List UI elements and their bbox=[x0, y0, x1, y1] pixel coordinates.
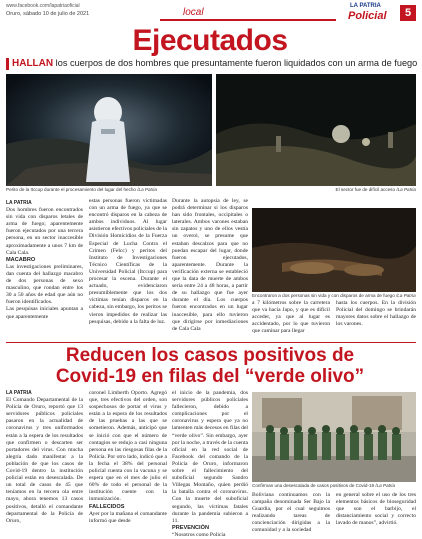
caption-photo1 bbox=[6, 187, 212, 192]
caption-photo2 bbox=[300, 187, 416, 192]
story2-col4-text: Boliviana continuamos con la campaña denominada Ser Bajo la Guardia, por el cual seguimos realizando tareas de concienciación dirigidas a la comunidad y a la sociedad bbox=[252, 492, 330, 534]
headline-covid bbox=[0, 345, 420, 387]
headline-ejecutados: Ejecutados bbox=[132, 24, 288, 57]
story1-column-3 bbox=[172, 198, 248, 340]
caption-photo2-source: /La Patria bbox=[396, 187, 416, 192]
caption-photo3 bbox=[252, 293, 416, 298]
photo-bodies-found bbox=[252, 208, 416, 292]
page-number: 5 bbox=[400, 5, 416, 21]
caption-photo1-text: Perito de la Itccup durante el procesamiento del lugar del hecho bbox=[6, 187, 136, 192]
story1-col4-text: a 7 kilómetros sobre la carretera que va hacia Japo, y que es difícil acceder, ya que al lugar es accidentado, por lo que tuvieron que caminar para llegar bbox=[252, 300, 330, 335]
story1-column-5 bbox=[336, 300, 416, 340]
photo-police-formation bbox=[252, 392, 416, 482]
caption-photo4-source: /La Patria bbox=[375, 483, 396, 488]
lead-text: los cuerpos de dos hombres que presuntamente fueron liquidados con un arma de fuego bbox=[55, 58, 418, 68]
headline-covid-line1: Reducen los casos positivos de bbox=[65, 345, 355, 366]
story2-column-1 bbox=[6, 390, 83, 532]
story1-column-2 bbox=[89, 198, 167, 340]
story2-col3-para1: el inicio de la pandemia, dos servidores públicos policiales fallecieron, debido a complicaciones por el coronavirus y espera que ya no lamenten más decesos en filas del “verde olivo”. Sin embargo, ayer por la noche, a través de la cuenta oficial en la red social de Facebook del comando de la Policía de Oruro, informaron sobre el fallecimiento del suboficial segundo Sandro Villegas Montaño, quien perdió la batalla contra el coronavirus. Con la muerte del suboficial segundo, las víctimas fatales durante la pandemia subieron a 11. bbox=[172, 390, 248, 524]
caption-photo3-source: /La Patria bbox=[396, 293, 416, 298]
issue-date: Oruro, sábado 10 de julio de 2021 bbox=[6, 11, 90, 17]
brand-section: Policial bbox=[348, 10, 387, 22]
section-rule bbox=[160, 19, 336, 21]
story2-byline: LA PATRIA bbox=[6, 390, 32, 396]
caption-photo2-text: El sector fue de difícil acceso bbox=[335, 187, 396, 192]
story1-column-4 bbox=[252, 300, 330, 340]
story1-col3-text: Durante la autopsia de ley, se podrá determinar si los disparos han sido frontales, occipitales o laterales. Ambos varones estaban sin zapatos y uno de ellos vestía un overol, se presume que estaban descalzos para que no puedan escapar del lugar, donde fueron ejecutados, aparentemente. Durante la verificación externa se estableció que la data de muerte de ambos sería entre 24 a 48 horas, a partir de su hallazgo que fue ayer durante el día. Los cuerpos fueron encontrados en un lugar inaccesible, para ello tuvieron que dirigirse por inmediaciones de Cala Cala bbox=[172, 198, 248, 332]
story2-subhead-fallecidos: FALLECIDOS bbox=[89, 503, 125, 510]
story2-col2-para2: Ayer por la mañana el comandante informó que desde bbox=[89, 510, 167, 524]
story1-para-2: Las investigaciones preliminares, dan cuenta del hallazgo macabro de dos personas de sexo masculino, que rondan entre los 30 a 50 años de edad que aún no fueron identificados. bbox=[6, 263, 83, 306]
story2-col5-text: en general sobre el uso de los tres elementos básicos de bioseguridad que son el barbijo, el distanciamiento social y correcto lavado de manos”, advirtió. bbox=[336, 492, 416, 527]
brand-name: LA PATRIA bbox=[350, 3, 381, 9]
story2-col3-para2: “Nosotros como Policía bbox=[172, 531, 226, 538]
story1-para-3: Las pesquisas iniciales apuntan a que aparentemente bbox=[6, 306, 83, 320]
lead-keyword: HALLAN bbox=[12, 58, 54, 69]
story2-column-5 bbox=[336, 492, 416, 532]
photo-difficult-access bbox=[216, 74, 416, 186]
story2-column-4 bbox=[252, 492, 330, 532]
story1-col2-text: estas personas fueron victimadas con un arma de fuego, ya que se encontró disparos en la cabeza de ambos individuos. Al lugar asistieron efectivos policiales de la División Homicidios de la Fuerza Especial de Lucha Contra el Crimen (Felcc) y peritos del Instituto de Investigaciones Técnico Científicas de la Universidad Policial (Itccup) para procesar la escena. Durante el actuado, evidenciaron presumiblemente que los dos víctimas tenían disparos en la cabeza, sin embargo, los peritos se vieron impedidos de realizar las pesquisas, debido a la falta de luz. bbox=[89, 198, 167, 325]
lead-accent-bar bbox=[6, 58, 9, 70]
page-header bbox=[0, 0, 420, 24]
story2-column-2 bbox=[89, 390, 167, 532]
story1-byline: LA PATRIA bbox=[6, 200, 32, 206]
facebook-url: www.facebook.com/lapatriaoficial bbox=[6, 3, 80, 9]
story2-column-3 bbox=[172, 390, 248, 538]
story2-col2-para1: coronel Limberth Oporto. Agregó que, tres efectivos del orden, son sospechosos de portar el virus y están a la espera de los resultados de las pruebas a las que se sometieron. Además, anticipó que se inició con que el número de contagios se redujo a casi ninguna persona en las riesgosas filas de la Policía. Por otro lado, indicó que a la fecha el 38% del personal policial cuenta con la vacuna y se espera que en el mes de julio el 60% de todo el personal de la institución cuente con la inmunización. bbox=[89, 390, 167, 503]
headline-covid-line2: Covid-19 en filas del “verde olivo” bbox=[55, 366, 365, 387]
caption-photo4 bbox=[252, 483, 416, 488]
story1-column-1 bbox=[6, 200, 83, 340]
story1-subhead: MACABRO bbox=[6, 256, 36, 263]
story1-para-1: Dos hombres fueron encontrados sin vida con disparos letales de arma de fuego; aparentemente fueron ejecutados por una tercera persona, en un sector inaccesible aproximadamente a unos 7 km de Cala Cala. bbox=[6, 207, 83, 256]
section-label: local bbox=[183, 7, 204, 18]
story1-lead bbox=[12, 58, 422, 69]
photo-forensic-expert bbox=[6, 74, 212, 186]
story2-col1-text: El Comando Departamental de la Policía de Oruro, reportó que 13 servidores públicos policiales pasaron en la actualidad de coronavirus y tres uniformados están a la espera de los resultados que confirmen o descarten ser portadores del virus. Con mucha alegría dado manifestar a la población de que los casos de Covid-19 dentro la institución policial están en desescalada. De un total de casos de 45 que teníamos en la tercera ola entre mayo, ahora tenemos 13 casos positivos, detalló el comandante departamental de la Policía de Oruro, bbox=[6, 397, 83, 524]
story2-subhead-prevencion: PREVENCIÓN bbox=[172, 524, 209, 531]
caption-photo1-source: /La Patria bbox=[137, 187, 157, 192]
story-divider bbox=[6, 342, 416, 343]
caption-photo4-text: Confirman una desescalada de casos positivos de Covid-19 bbox=[252, 483, 375, 488]
caption-photo3-text: Encontraron a dos personas sin vida y con disparos de arma de fuego bbox=[252, 293, 395, 298]
story1-col5-text: hasta los cuerpos. En la división Policial del domingo se brindarán mayores datos sobre el hallazgo de los varones. bbox=[336, 300, 416, 328]
